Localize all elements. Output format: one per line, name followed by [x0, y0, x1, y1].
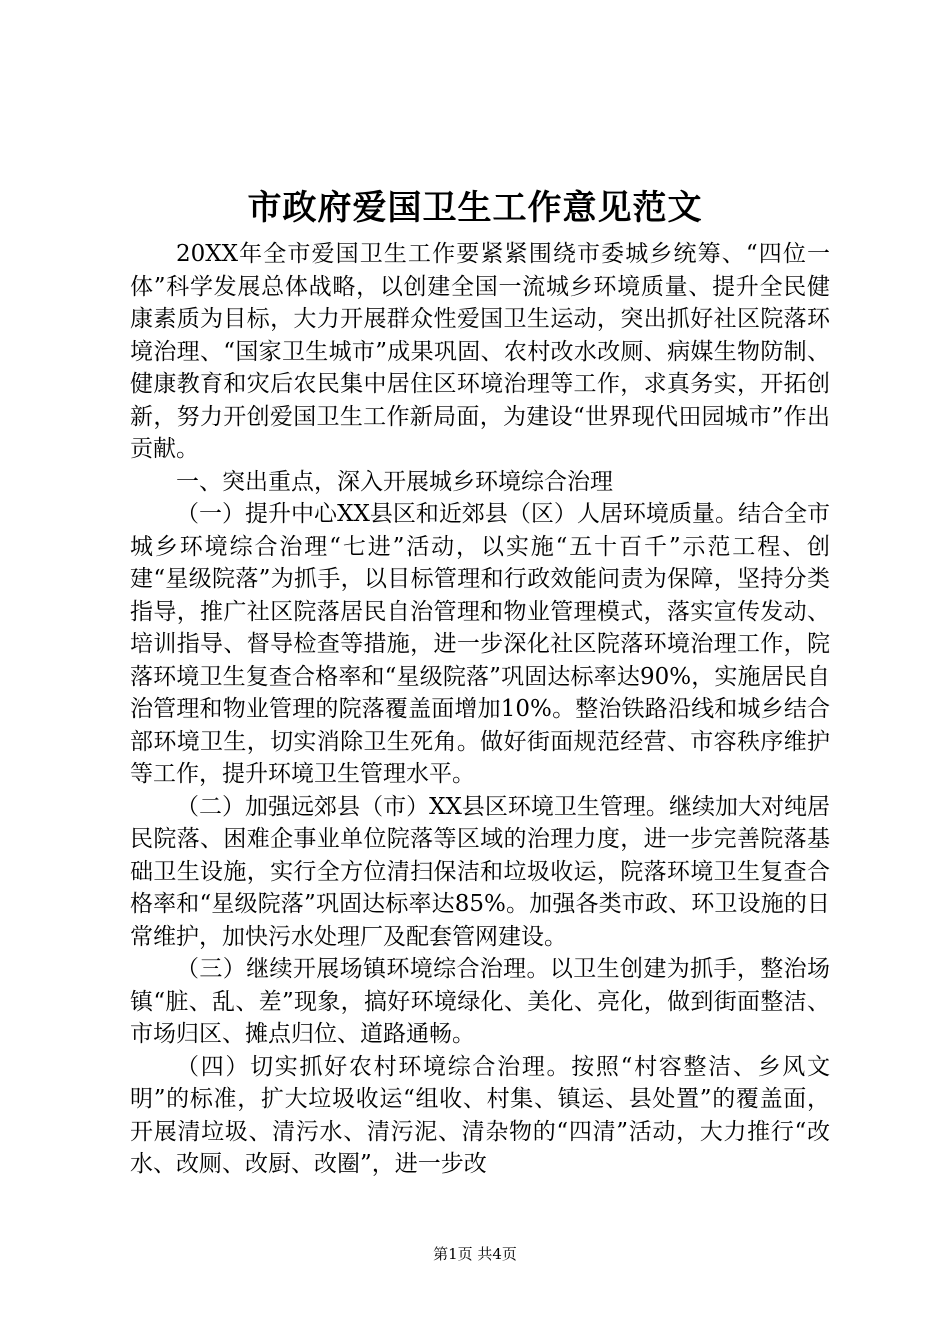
paragraph-item-3: （三）继续开展场镇环境综合治理。以卫生创建为抓手，整治场镇“脏、乱、差”现象，搞好环境绿化、美化、亮化，做到街面整洁、市场归区、摊点归位、道路通畅。: [130, 956, 830, 1047]
page-number-footer: 第1页 共4页: [433, 1245, 517, 1263]
paragraph-item-4: （四）切实抓好农村环境综合治理。按照“村容整洁、乡风文明”的标准，扩大垃圾收运“组收、村集、镇运、县处置”的覆盖面，开展清垃圾、清污水、清污泥、清杂物的“四清”活动，大力推行“改水、改厕、改厨、改圈”，进一步改: [130, 1053, 830, 1177]
document-title: 市政府爱国卫生工作意见范文: [247, 188, 703, 228]
paragraph-item-1: （一）提升中心XX县区和近郊县（区）人居环境质量。结合全市城乡环境综合治理“七进”活动，以实施“五十百千”示范工程、创建“星级院落”为抓手，以目标管理和行政效能问责为保障，坚持分类指导，推广社区院落居民自治管理和物业管理模式，落实宣传发动、培训指导、督导检查等措施，进一步深化社区院落环境治理工作，院落环境卫生复查合格率和“星级院落”巩固达标率达90%，实施居民自治管理和物业管理的院落覆盖面增加10%。整治铁路沿线和城乡结合部环境卫生，切实消除卫生死角。做好街面规范经营、市容秩序维护等工作，提升环境卫生管理水平。: [130, 501, 830, 787]
paragraph-item-2: （二）加强远郊县（市）XX县区环境卫生管理。继续加大对纯居民院落、困难企事业单位院落等区域的治理力度，进一步完善院落基础卫生设施，实行全方位清扫保洁和垃圾收运，院落环境卫生复查合格率和“星级院落”巩固达标率达85%。加强各类市政、环卫设施的日常维护，加快污水处理厂及配套管网建设。: [130, 793, 830, 950]
document-body: [130, 238, 830, 1181]
section-heading-1: 一、突出重点，深入开展城乡环境综合治理: [176, 468, 613, 495]
paragraph-intro: 20XX年全市爱国卫生工作要紧紧围绕市委城乡统筹、“四位一体”科学发展总体战略，以创建全国一流城乡环境质量、提升全民健康素质为目标，大力开展群众性爱国卫生运动，突出抓好社区院落环境治理、“国家卫生城市”成果巩固、农村改水改厕、病媒生物防制、健康教育和灾后农民集中居住区环境治理等工作，求真务实，开拓创新，努力开创爱国卫生工作新局面，为建设“世界现代田园城市”作出贡献。: [130, 241, 830, 462]
